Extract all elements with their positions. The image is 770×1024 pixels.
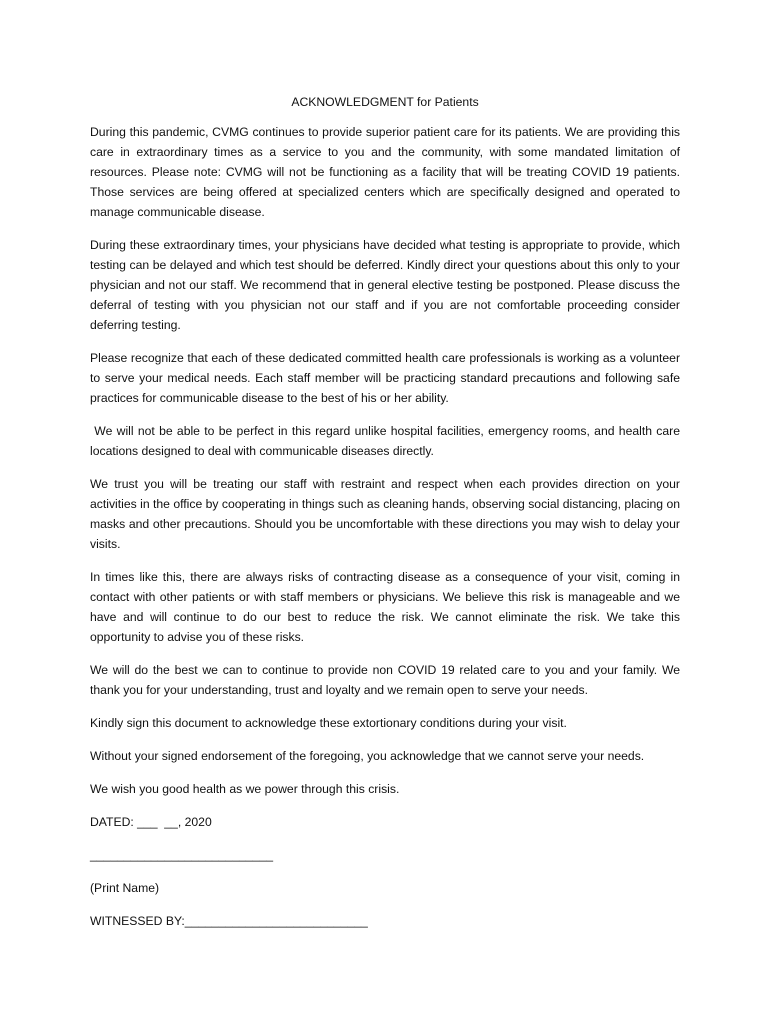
paragraph-volunteers: Please recognize that each of these dedicated committed health care professionals is working as a volunteer to serve your medical needs. Each staff member will be practicing standard precautions and following safe practices for communicable disease to the best of his or her ability. <box>90 351 680 405</box>
signature-blank-line[interactable]: ___________________________ <box>90 848 274 862</box>
paragraph-sign-request: Kindly sign this document to acknowledge these extortionary conditions during your visit. <box>90 716 567 730</box>
paragraph-non-covid-care: We will do the best we can to continue to provide non COVID 19 related care to you and your family. We thank you for your understanding, trust and loyalty and we remain open to serve your needs. <box>90 663 680 697</box>
document-title: ACKNOWLEDGMENT for Patients <box>291 95 479 109</box>
print-name-label: (Print Name) <box>90 881 160 895</box>
paragraph-pandemic-care: During this pandemic, CVMG continues to provide superior patient care for its patients. We are providing this care in extraordinary times as a service to you and the community, with some mandated limitation of resources. Please note: CVMG will not be functioning as a facility that will be treating COVID 19 patients. Those services are being offered at specialized centers which are specifically designed and operated to manage communicable disease. <box>90 125 680 219</box>
paragraph-good-health: We wish you good health as we power through this crisis. <box>90 782 400 796</box>
paragraph-testing: During these extraordinary times, your physicians have decided what testing is appropriate to provide, which testing can be delayed and which test should be deferred. Kindly direct your questions about this only to your physician and not our staff. We recommend that in general elective testing be postponed. Please discuss the deferral of testing with you physician not our staff and if you are not comfortable proceeding consider deferring testing. <box>90 238 680 332</box>
acknowledgment-document <box>90 92 684 944</box>
paragraph-staff-respect: We trust you will be treating our staff with restraint and respect when each provides direction on your activities in the office by cooperating in things such as cleaning hands, observing social distancing, placing on masks and other precautions. Should you be uncomfortable with these directions you may wish to delay your visits. <box>90 477 680 551</box>
paragraph-endorsement: Without your signed endorsement of the foregoing, you acknowledge that we cannot serve your needs. <box>90 749 645 763</box>
witnessed-by-line[interactable]: WITNESSED BY:___________________________ <box>90 914 368 928</box>
paragraph-not-perfect: We will not be able to be perfect in this regard unlike hospital facilities, emergency rooms, and health care locations designed to deal with communicable diseases directly. <box>90 424 684 458</box>
paragraph-risks: In times like this, there are always risks of contracting disease as a consequence of your visit, coming in contact with other patients or with staff members or physicians. We believe this risk is manageable and we have and will continue to do our best to reduce the risk. We cannot eliminate the risk. We take this opportunity to advise you of these risks. <box>90 570 680 644</box>
dated-line[interactable]: DATED: ___ __, 2020 <box>90 815 212 829</box>
